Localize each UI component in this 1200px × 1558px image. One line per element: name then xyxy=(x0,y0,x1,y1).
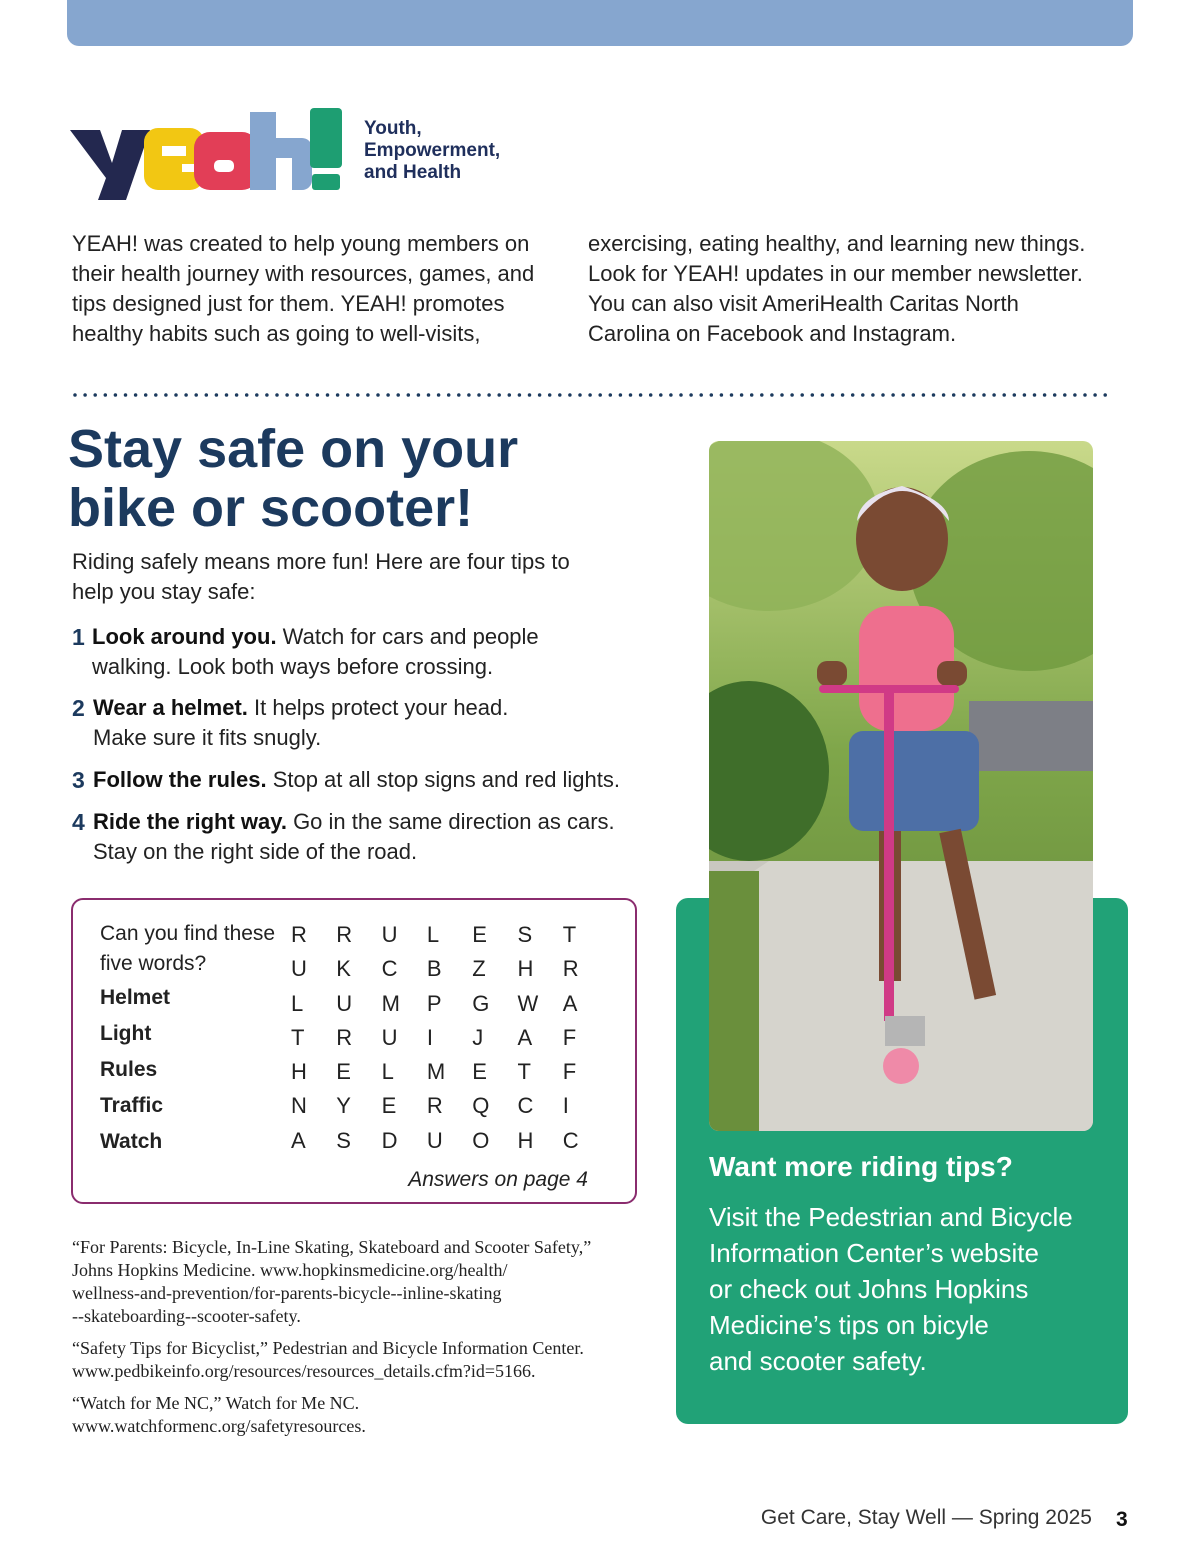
intro-right-column xyxy=(588,229,1108,349)
reference-line: “Safety Tips for Bicyclist,” Pedestrian and Bicycle Information Center. xyxy=(72,1338,584,1358)
tip-item xyxy=(72,693,508,753)
reference-item xyxy=(72,1337,591,1383)
intro-line: Look for YEAH! updates in our member newsletter. xyxy=(588,261,1083,286)
grid-letter: I xyxy=(426,1024,434,1050)
grid-letter: Z xyxy=(472,956,486,982)
intro-line: YEAH! was created to help young members on xyxy=(72,231,530,256)
tip-item xyxy=(72,765,620,795)
grid-row xyxy=(291,987,608,1021)
callout-line: or check out Johns Hopkins xyxy=(709,1274,1029,1304)
lead-line: help you stay safe: xyxy=(72,579,256,604)
tip-title: Look around you. xyxy=(92,624,277,649)
grid-letter: L xyxy=(381,1059,394,1085)
grid-letter: E xyxy=(336,1059,351,1085)
grid-letter: U xyxy=(426,1127,443,1153)
grid-letter: C xyxy=(381,956,398,982)
logo-tagline xyxy=(364,118,500,184)
intro-line: their health journey with resources, games, and xyxy=(72,261,535,286)
puzzle-word: Light xyxy=(100,1022,152,1045)
grid-row xyxy=(291,1124,608,1158)
grid-letter: R xyxy=(336,1024,353,1050)
prompt-line: Can you find these xyxy=(100,922,276,945)
intro-line: Carolina on Facebook and Instagram. xyxy=(588,321,957,346)
grid-letter: D xyxy=(381,1127,398,1153)
grid-row xyxy=(291,918,608,952)
reference-line: wellness-and-prevention/for-parents-bicycle--inline-skating xyxy=(72,1283,502,1303)
headline-line: Stay safe on your xyxy=(68,419,519,479)
intro-line: healthy habits such as going to well-visits, xyxy=(72,321,481,346)
intro-line: tips designed just for them. YEAH! promotes xyxy=(72,291,505,316)
references xyxy=(72,1236,591,1447)
grid-letter: T xyxy=(517,1059,531,1085)
logo-exclamation xyxy=(310,108,342,168)
tip-title: Follow the rules. xyxy=(93,767,267,792)
grid-letter: N xyxy=(291,1093,307,1119)
logo-letter-y xyxy=(70,130,150,200)
grid-letter: H xyxy=(517,1127,534,1153)
grid-letter: K xyxy=(336,956,351,982)
grid-letter: Q xyxy=(472,1093,490,1119)
grid-letter: P xyxy=(426,990,442,1016)
lead-paragraph xyxy=(72,547,570,607)
intro-line: You can also visit AmeriHealth Caritas North xyxy=(588,291,1019,316)
tip-number: 2 xyxy=(72,695,85,721)
yeah-logo xyxy=(70,108,350,208)
dotted-divider xyxy=(72,390,1108,400)
intro-left-column xyxy=(72,229,552,349)
callout-line: Medicine’s tips on bicyle xyxy=(709,1310,989,1340)
tip-title: Ride the right way. xyxy=(93,809,287,834)
grid-row xyxy=(291,1055,608,1089)
callout-line: and scooter safety. xyxy=(709,1346,927,1376)
callout-title: Want more riding tips? xyxy=(709,1151,1013,1182)
intro-line: exercising, eating healthy, and learning new things. xyxy=(588,231,1086,256)
grid-letter: L xyxy=(291,990,304,1016)
tip-text: It helps protect your head. xyxy=(247,695,509,720)
grid-letter: B xyxy=(426,956,442,982)
grid-letter: E xyxy=(381,1093,397,1119)
grid-letter: U xyxy=(381,1024,398,1050)
grid-letter: U xyxy=(291,956,307,982)
prompt-line: five words? xyxy=(100,952,207,975)
footer-publication: Get Care, Stay Well — Spring 2025 xyxy=(760,1506,1092,1529)
grid-letter: T xyxy=(291,1024,305,1050)
answers-note: Answers on page 4 xyxy=(408,1168,588,1191)
grid-letter: F xyxy=(562,1024,577,1050)
grid-letter: C xyxy=(562,1127,579,1153)
letter-grid xyxy=(291,918,608,1158)
grid-letter: I xyxy=(562,1093,569,1119)
grid-row xyxy=(291,1089,608,1123)
tip-text: Go in the same direction as cars. xyxy=(286,809,615,834)
puzzle-word: Rules xyxy=(100,1058,158,1081)
grid-row xyxy=(291,1021,608,1055)
tagline-line: and Health xyxy=(364,162,462,183)
callout-line: Visit the Pedestrian and Bicycle xyxy=(709,1202,1073,1232)
tip-item xyxy=(72,622,539,682)
reference-line: “Watch for Me NC,” Watch for Me NC. xyxy=(72,1393,360,1413)
reference-item xyxy=(72,1392,591,1438)
reference-item xyxy=(72,1236,591,1328)
puzzle-word-list xyxy=(100,983,170,1163)
tip-number: 4 xyxy=(72,809,85,835)
reference-line: www.pedbikeinfo.org/resources/resources_details.cfm?id=5166. xyxy=(72,1361,536,1381)
grid-letter: Y xyxy=(336,1093,351,1119)
callout-line: Information Center’s website xyxy=(709,1238,1039,1268)
tip-text: Make sure it fits snugly. xyxy=(93,725,322,750)
callout-text xyxy=(709,1199,1073,1379)
reference-line: www.watchformenc.org/safetyresources. xyxy=(72,1416,366,1436)
lead-line: Riding safely means more fun! Here are four tips to xyxy=(72,549,570,574)
grid-letter: H xyxy=(291,1059,307,1085)
tip-item xyxy=(72,807,615,867)
grid-letter: O xyxy=(472,1127,490,1153)
reference-line: Johns Hopkins Medicine. www.hopkinsmedicine.org/health/ xyxy=(72,1260,508,1280)
tagline-line: Youth, xyxy=(364,118,422,139)
grid-letter: S xyxy=(336,1127,351,1153)
puzzle-word: Helmet xyxy=(100,986,171,1009)
grid-letter: H xyxy=(517,956,534,982)
grid-letter: A xyxy=(291,1127,306,1153)
top-color-band xyxy=(67,0,1133,46)
grid-letter: G xyxy=(472,990,490,1016)
grid-letter: M xyxy=(381,990,400,1016)
grid-letter: R xyxy=(336,922,353,947)
grid-letter: E xyxy=(472,922,487,947)
grid-letter: U xyxy=(381,922,398,947)
grid-letter: W xyxy=(517,990,539,1016)
grid-letter: L xyxy=(426,922,440,947)
grid-letter: R xyxy=(426,1093,443,1119)
grid-letter: C xyxy=(517,1093,534,1119)
grid-letter: J xyxy=(472,1024,484,1050)
reference-line: --skateboarding--scooter-safety. xyxy=(72,1306,301,1326)
tip-text: Stop at all stop signs and red lights. xyxy=(266,767,621,792)
grid-letter: E xyxy=(472,1059,487,1085)
puzzle-word: Traffic xyxy=(100,1094,164,1117)
grid-letter: R xyxy=(291,922,307,947)
grid-letter: A xyxy=(517,1024,533,1050)
tip-text: Stay on the right side of the road. xyxy=(93,839,418,864)
tip-title: Wear a helmet. xyxy=(93,695,248,720)
tip-text: Watch for cars and people xyxy=(276,624,539,649)
puzzle-word: Watch xyxy=(100,1130,163,1153)
headline-line: bike or scooter! xyxy=(68,478,474,538)
grid-letter: M xyxy=(426,1059,446,1085)
page-headline xyxy=(68,420,518,538)
grid-letter: R xyxy=(562,956,579,982)
tip-number: 3 xyxy=(72,767,85,793)
tagline-line: Empowerment, xyxy=(364,140,501,161)
word-search-puzzle xyxy=(71,898,637,1204)
tip-text: walking. Look both ways before crossing. xyxy=(92,654,494,679)
grid-row xyxy=(291,952,608,986)
grid-letter: F xyxy=(562,1059,577,1085)
reference-line: “For Parents: Bicycle, In-Line Skating, Skateboard and Scooter Safety,” xyxy=(72,1237,592,1257)
tip-number: 1 xyxy=(72,624,85,650)
girl-on-scooter-photo xyxy=(709,441,1093,1131)
page-number: 3 xyxy=(1116,1508,1128,1531)
grid-letter: U xyxy=(336,990,353,1016)
grid-letter: S xyxy=(517,922,533,947)
grid-letter: A xyxy=(562,990,578,1016)
grid-letter: T xyxy=(562,922,577,947)
puzzle-prompt xyxy=(100,919,275,979)
